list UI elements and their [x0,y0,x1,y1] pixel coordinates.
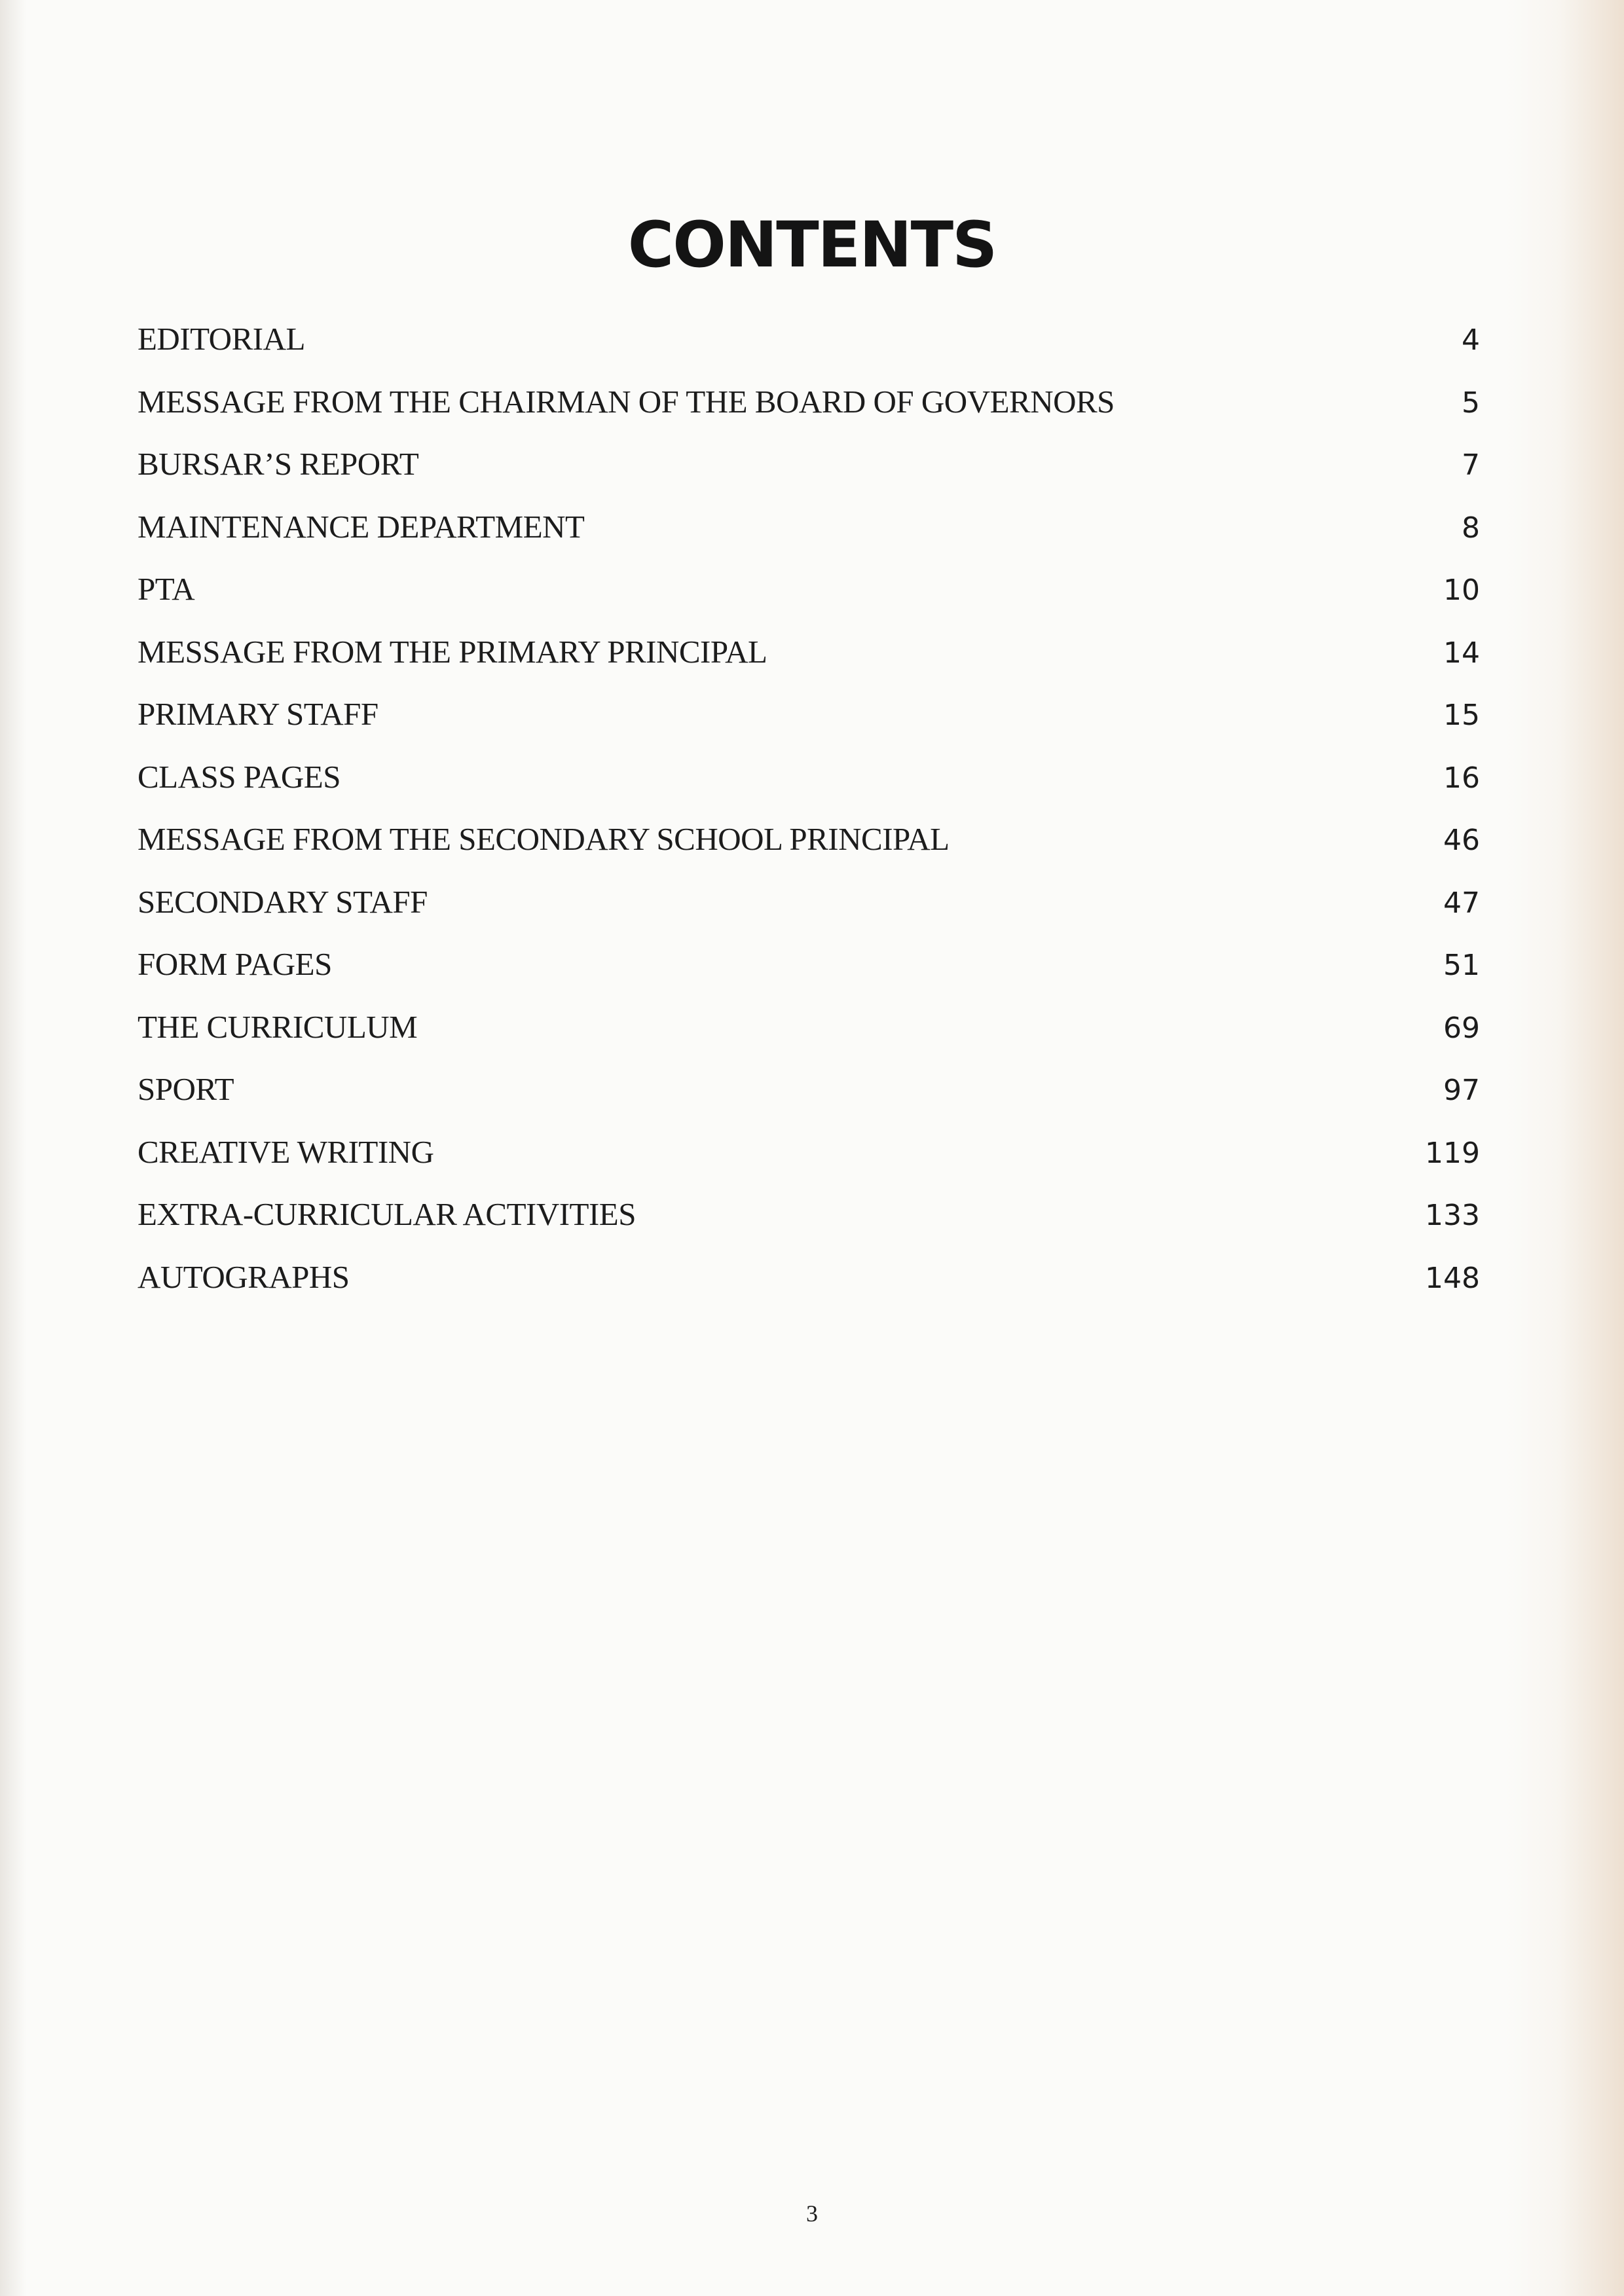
toc-entry [138,938,1480,1001]
paper-stain [1506,0,1624,2296]
toc-entry-title: CREATIVE WRITING [138,1133,434,1170]
toc-entry-page: 148 [1425,1261,1480,1295]
toc-entry [138,626,1480,689]
toc-entry [138,563,1480,626]
toc-entry-page: 14 [1443,636,1480,670]
toc-entry-title: BURSAR’S REPORT [138,446,419,482]
toc-entry-page: 5 [1462,386,1480,420]
toc-entry [138,376,1480,439]
toc-entry [138,1063,1480,1126]
toc-entry-page: 119 [1425,1136,1480,1170]
toc-entry [138,313,1480,376]
toc-entry-title: SECONDARY STAFF [138,883,428,920]
toc-entry-title: AUTOGRAPHS [138,1258,350,1295]
toc-entry-page: 4 [1462,323,1480,357]
toc-entry [138,501,1480,564]
toc-entry [138,1188,1480,1251]
toc-entry [138,751,1480,814]
table-of-contents [138,313,1480,1313]
toc-entry-title: MESSAGE FROM THE SECONDARY SCHOOL PRINCIPAL [138,821,950,857]
toc-entry-title: PRIMARY STAFF [138,696,378,732]
toc-entry-page: 7 [1462,448,1480,482]
page-number: 3 [806,2200,818,2227]
toc-entry-page: 16 [1443,761,1480,795]
toc-entry-title: MESSAGE FROM THE PRIMARY PRINCIPAL [138,633,767,670]
toc-entry-title: PTA [138,571,195,607]
toc-entry [138,1126,1480,1189]
toc-entry-title: EXTRA-CURRICULAR ACTIVITIES [138,1196,636,1232]
toc-entry-title: MAINTENANCE DEPARTMENT [138,508,585,545]
toc-entry-page: 46 [1443,824,1480,857]
toc-entry-page: 133 [1425,1199,1480,1232]
toc-entry-title: SPORT [138,1071,234,1107]
toc-entry-page: 10 [1443,574,1480,607]
toc-entry-page: 97 [1443,1074,1480,1107]
page-title: CONTENTS [627,208,997,282]
toc-entry-title: THE CURRICULUM [138,1008,418,1045]
toc-entry [138,688,1480,751]
toc-entry [138,1001,1480,1064]
toc-entry-page: 8 [1462,511,1480,545]
toc-entry-title: EDITORIAL [138,321,305,357]
toc-entry-page: 51 [1443,949,1480,982]
toc-entry-title: CLASS PAGES [138,758,341,795]
toc-entry-page: 47 [1443,886,1480,920]
toc-entry [138,876,1480,939]
toc-entry-title: FORM PAGES [138,946,332,982]
toc-entry-page: 69 [1443,1011,1480,1045]
toc-entry [138,438,1480,501]
toc-entry-title: MESSAGE FROM THE CHAIRMAN OF THE BOARD OF GOVERNORS [138,383,1115,420]
toc-entry-page: 15 [1443,699,1480,732]
toc-entry [138,813,1480,876]
toc-entry [138,1251,1480,1314]
